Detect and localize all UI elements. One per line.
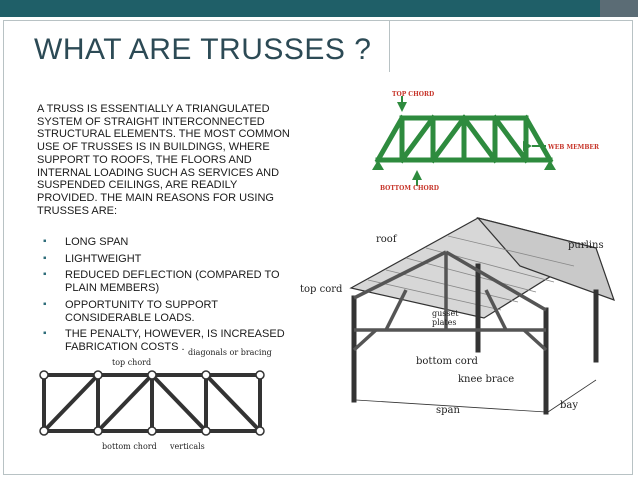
intro-paragraph: A TRUSS IS ESSENTIALLY A TRIANGULATED SYSTEM OF STRAIGHT INTERCONNECTED STRUCTURAL ELEMENTS. THE MOST COMMON USE OF TRUSSES IS IN BUILDINGS, WHERE SUPPORT TO ROOFS, THE FLOORS AND INTERNAL LOADING SUCH AS SERVICES AND SUSPENDED CEILINGS, ARE READILY PROVIDED. THE MAIN REASONS FOR USING TRUSSES ARE: xyxy=(37,103,290,217)
web-member-label: WEB MEMBER xyxy=(548,144,599,151)
bullet-icon: ▪ xyxy=(43,236,47,247)
purlins-label: purlins xyxy=(568,240,604,251)
list-item-text: LONG SPAN xyxy=(65,236,129,248)
slide-title: WHAT ARE TRUSSES ? xyxy=(34,33,372,66)
bullet-icon: ▪ xyxy=(43,252,47,264)
pratt-verticals-label: verticals xyxy=(170,442,205,451)
slide-top-bar xyxy=(0,0,638,17)
top-cord-label: top cord xyxy=(300,284,343,295)
pratt-diagonals-label: diagonals or bracing xyxy=(188,348,272,357)
span-label: span xyxy=(436,405,460,416)
top-chord-label: TOP CHORD xyxy=(392,91,435,98)
reasons-list xyxy=(40,236,302,358)
bay-label: bay xyxy=(560,400,579,411)
list-item xyxy=(40,236,302,249)
pratt-truss-diagram xyxy=(38,348,273,455)
bullet-icon: ▪ xyxy=(43,269,47,281)
list-item-text: THE PENALTY, HOWEVER, IS INCREASED FABRICATION COSTS . xyxy=(65,328,285,353)
green-truss-diagram xyxy=(360,88,610,198)
list-item xyxy=(40,299,302,324)
list-item-text: OPPORTUNITY TO SUPPORT CONSIDERABLE LOADS. xyxy=(65,298,218,324)
roof-label: roof xyxy=(376,234,397,245)
gusset-plates-label: gusset plates xyxy=(432,309,459,327)
list-item-text: LIGHTWEIGHT xyxy=(65,252,142,265)
bullet-icon: ▪ xyxy=(43,328,47,340)
roof-truss-diagram xyxy=(296,200,630,420)
list-item xyxy=(40,269,302,294)
title-divider xyxy=(389,20,390,72)
pratt-bottom-chord-label: bottom chord xyxy=(102,442,157,451)
list-item xyxy=(40,253,302,266)
bullet-icon: ▪ xyxy=(43,298,47,310)
knee-brace-label: knee brace xyxy=(458,374,515,385)
bottom-chord-label: BOTTOM CHORD xyxy=(380,185,439,192)
bottom-cord-label: bottom cord xyxy=(416,356,478,367)
list-item-text: REDUCED DEFLECTION (COMPARED TO PLAIN MEMBERS) xyxy=(65,269,280,295)
pratt-top-chord-label: top chord xyxy=(112,358,152,367)
slide-top-bar-accent xyxy=(600,0,638,17)
